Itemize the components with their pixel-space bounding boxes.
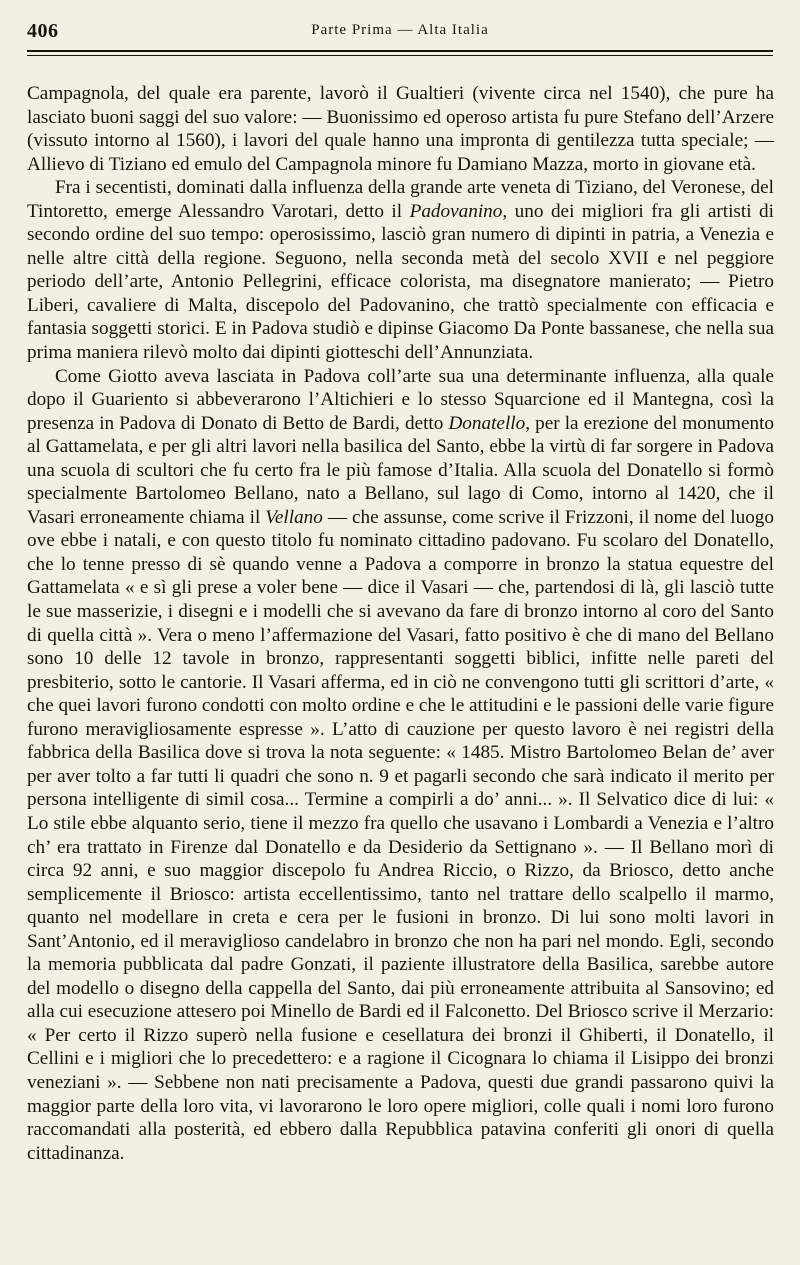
running-head (27, 18, 773, 48)
running-head-title: Parte Prima — Alta Italia (311, 22, 489, 38)
body-text (27, 82, 774, 1165)
header-rule-thick (27, 50, 773, 52)
header-rule-thin (27, 55, 773, 56)
paragraph-1 (27, 82, 774, 176)
paragraph-2 (27, 176, 774, 364)
paragraph-2-text-a: Fra i secentisti, dominati dalla influenza della grande arte veneta di Tiziano, del Veronese, del Tintoretto, emerge Alessandro Varotari, detto il (27, 177, 774, 222)
donatello-italic: Donatello (448, 412, 526, 434)
vellano-italic: Vellano (265, 506, 323, 528)
paragraph-3-text-b: , per la erezione del monumento al Gattamelata, e per gli altri lavori nella basilica del Santo, ebbe la virtù di far sorgere in Padova una scuola di scultori che fu certo fra le più famose d’Italia. Alla scuola del Donatello si formò specialmente Bartolomeo Bellano, nato a Bellano, sul lago di Como, intorno al 1420, che il Vasari erroneamente chiama il (27, 412, 774, 528)
padovanino-italic: Padovanino (409, 200, 503, 222)
paragraph-3-text-a: Come Giotto aveva lasciata in Padova coll’arte sua una determinante influenza, alla quale dopo il Guariento si abbeverarono l’Altichieri e lo stesso Squarcione ed il Mantegna, così la presenza in Padova di Donato di Betto de Bardi, detto (27, 365, 774, 434)
paragraph-3 (27, 365, 774, 1166)
paragraph-2-text-b: , uno dei migliori fra gli artisti di secondo ordine del suo tempo: operosissimo, lasciò gran numero di dipinti in patria, a Venezia e nelle altre città della regione. Seguono, nella seconda metà del secolo XVII e nel peggiore periodo dell’arte, Antonio Pellegrini, efficace colorista, ma disegnatore manierato; — Pietro Liberi, cavaliere di Malta, discepolo del Padovanino, che trattò specialmente con efficacia e fantasia soggetti storici. E in Padova studiò e dipinse Giacomo Da Ponte bassanese, che nella sua prima maniera rilevò molto dai dipinti giotteschi dell’Annunziata. (27, 200, 774, 364)
page-number: 406 (27, 20, 59, 42)
paragraph-3-text-c: — che assunse, come scrive il Frizzoni, il nome del luogo ove ebbe i natali, e con questo titolo fu nominato cittadino padovano. Fu scolaro del Donatello, che lo tenne presso di sè quando venne a Padova a comporre in bronzo la statua equestre del Gattamelata « e sì gli prese a voler bene — dice il Vasari — che, partendosi di là, gli lasciò tutte le sue masserizie, i disegni e i modelli che si avevano da fare di bronzo intorno al coro del Santo di quella città ». Vera o meno l’affermazione del Vasari, fatto positivo è che di mano del Bellano sono 10 delle 12 tavole in bronzo, rappresentanti soggetti biblici, infitte nelle pareti del presbiterio, sotto le cantorie. Il Vasari afferma, ed in ciò ne convengono tutti gli scrittori d’arte, « che quei lavori furono condotti con molto ordine e che le attitudini e le passioni delle varie figure furono meravigliosamente espresse ». L’atto di cauzione per questo lavoro è nei registri della fabbrica della Basilica dove si trova la nota seguente: « 1485. Mistro Bartolomeo Belan de’ aver per aver tolto a far tutti li quadri che sono n. 9 et pagarli secondo che sarà indicato il merito per persona intelligente di simil cosa... Termine a compirli a do’ anni... ». Il Selvatico dice di lui: « Lo stile ebbe alquanto serio, tiene il mezzo fra quello che usavano i Lombardi a Venezia e l’altro ch’ era trattato in Firenze dal Donatello e da Desiderio da Settignano ». — Il Bellano morì di circa 92 anni, e suo maggior discepolo fu Andrea Riccio, o Rizzo, da Briosco, detto anche semplicemente il Briosco: artista eccellentissimo, tanto nel trattare dello scalpello il marmo, quanto nel modellare in creta e cera per le fusioni in bronzo. Di lui sono molti lavori in Sant’Antonio, ed il meraviglioso candelabro in bronzo che non ha pari nel mondo. Egli, secondo la memoria pubblicata dal padre Gonzati, il paziente illustratore della Basilica, sarebbe autore del modello o disegno della cappella del Santo, dai più erroneamente attribuita al Sansovino; ed alla cui esecuzione attesero poi Minello de Bardi ed il Falconetto. Del Briosco scrive il Merzario: « Per certo il Rizzo superò nella fusione e cesellatura dei bronzi il Ghiberti, il Donatello, il Cellini e i migliori che lo precedettero: e a ragione il Cicognara lo chiama il Lisippo dei bronzi veneziani ». — Sebbene non nati precisamente a Padova, questi due grandi passarono quivi la maggior parte della loro vita, vi lavorarono le loro opere migliori, colle quali i nomi loro furono raccomandati alla posterità, ed ebbero dalla Repubblica patavina conferiti gli onori di quella cittadinanza. (27, 506, 775, 1164)
paragraph-1-text: Campagnola, del quale era parente, lavorò il Gualtieri (vivente circa nel 1540), che pure ha lasciato buoni saggi del suo valore: — Buonissimo ed operoso artista fu pure Stefano dell’Arzere (vissuto intorno al 1560), i lavori del quale hanno una impronta di gentilezza tutta speciale; — Allievo di Tiziano ed emulo del Campagnola minore fu Damiano Mazza, morto in giovane età. (27, 83, 774, 175)
